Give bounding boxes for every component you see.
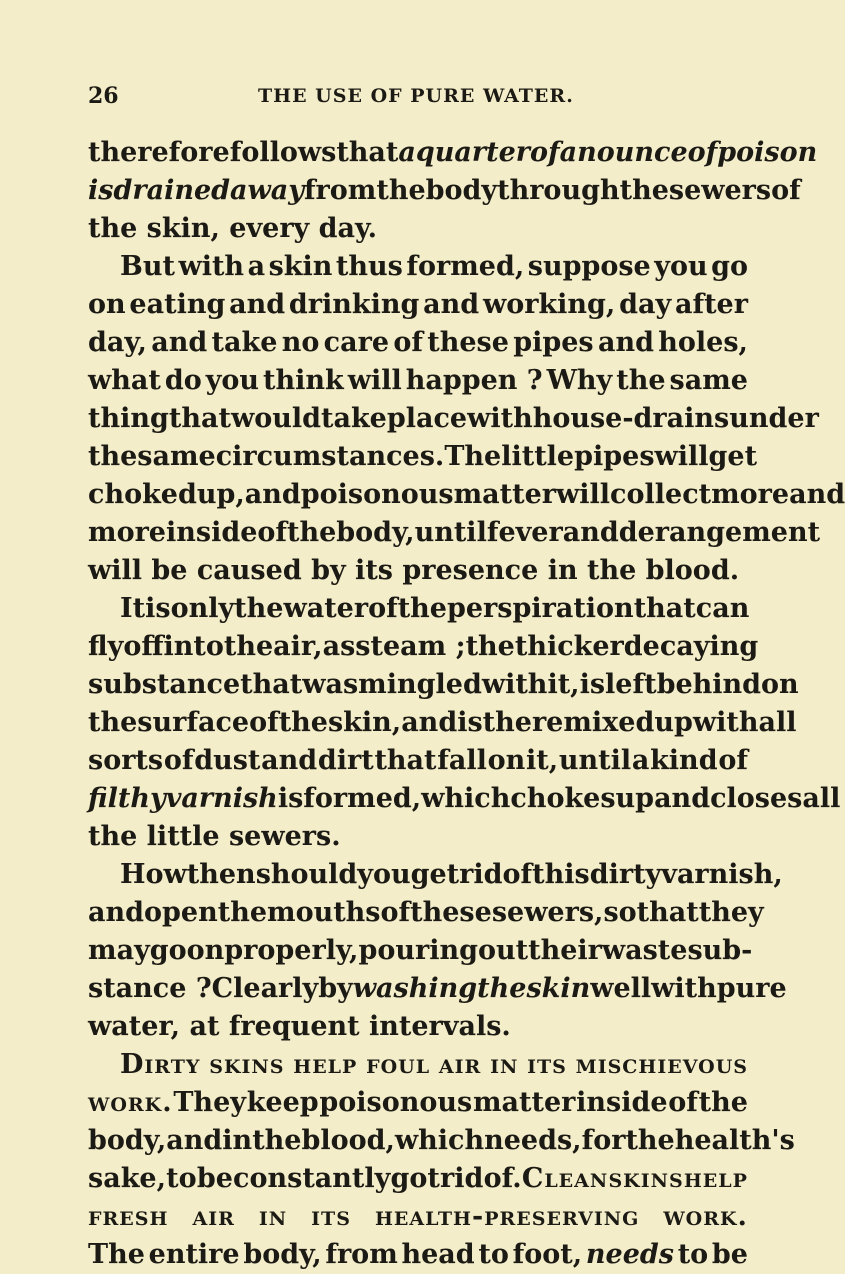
text-line [88, 172, 801, 210]
word: work. [88, 1087, 173, 1118]
word: dust [194, 745, 261, 776]
word: drained [113, 175, 231, 206]
word: therefore [88, 137, 230, 168]
word: dirty [589, 859, 662, 890]
word: the [477, 973, 527, 1004]
word: should [255, 859, 358, 890]
word: to [166, 1163, 197, 1194]
word: its [311, 1201, 351, 1232]
word: of [502, 859, 533, 890]
word: foot, [512, 1239, 583, 1270]
word: head [401, 1239, 475, 1270]
word: all [758, 707, 797, 738]
word: the [88, 441, 138, 472]
word: fever [486, 517, 563, 548]
text-line [88, 1198, 748, 1236]
word: well [590, 973, 652, 1004]
word: Clean [521, 1163, 609, 1194]
text-line [88, 476, 845, 514]
word: would [230, 403, 321, 434]
word: away [230, 175, 304, 206]
word: ounce [596, 137, 688, 168]
word: eating [129, 289, 226, 320]
word: out [477, 935, 529, 966]
text-line [88, 324, 748, 362]
word: of [668, 1087, 698, 1118]
word: more [711, 479, 790, 510]
word: properly, [224, 935, 359, 966]
word: more [88, 517, 166, 548]
word: work. [663, 1201, 748, 1232]
word: open [144, 897, 218, 928]
word: up [615, 783, 655, 814]
text-line [88, 362, 748, 400]
word: a [631, 745, 650, 776]
word: body, [243, 1239, 322, 1270]
word: of [687, 137, 718, 168]
word: and [166, 1125, 223, 1156]
word: help [683, 1163, 748, 1194]
word: go [711, 251, 748, 282]
word: of [771, 175, 801, 206]
word: of [368, 593, 398, 624]
word: entire [148, 1239, 240, 1270]
word: substance [88, 669, 241, 700]
word: that [636, 897, 699, 928]
word: their [528, 935, 602, 966]
word: holes, [658, 327, 748, 358]
word: until [414, 517, 487, 548]
word: pipes [513, 327, 594, 358]
word: a [398, 137, 416, 168]
word: body, [88, 1125, 167, 1156]
word: can [695, 593, 750, 624]
word: How [120, 859, 187, 890]
word: of [163, 745, 194, 776]
word: of [380, 897, 411, 928]
word: sake, [88, 1163, 166, 1194]
word: fresh [88, 1201, 169, 1232]
word: circumstances. [215, 441, 445, 472]
word: think [263, 365, 344, 396]
word: and [597, 327, 654, 358]
word: with [178, 251, 245, 282]
word: until [558, 745, 632, 776]
word: stance ? [88, 973, 212, 1004]
word: air, [273, 631, 323, 662]
word: quarter [415, 137, 530, 168]
word: is [145, 593, 171, 624]
word: for [581, 1125, 626, 1156]
word: of [257, 517, 288, 548]
word: and [423, 289, 480, 320]
word: with [467, 403, 533, 434]
word: pure [716, 973, 787, 1004]
word: do [164, 365, 202, 396]
word: of. [483, 1163, 522, 1194]
word: kind [650, 745, 718, 776]
word: suppose [527, 251, 651, 282]
word: may [88, 935, 150, 966]
word: washing [352, 973, 478, 1004]
word: this [532, 859, 590, 890]
word: left [605, 669, 657, 700]
text-line [88, 1046, 748, 1084]
word: The [88, 1239, 145, 1270]
text-line [88, 286, 748, 324]
word: and [789, 479, 845, 510]
word: choked [88, 479, 197, 510]
word: they [698, 897, 764, 928]
word: which [421, 783, 511, 814]
word: Why [546, 365, 613, 396]
word: water [283, 593, 369, 624]
word: will [556, 479, 611, 510]
word: be [711, 1239, 748, 1270]
word: the [625, 1125, 675, 1156]
text-line [88, 400, 819, 438]
text-line [88, 628, 759, 666]
word: and [244, 479, 301, 510]
word: help [293, 1049, 358, 1080]
word: will [347, 365, 402, 396]
word: of [530, 137, 560, 168]
word: rid [459, 859, 503, 890]
word: surface [137, 707, 250, 738]
word: which [394, 1125, 485, 1156]
word: that [374, 745, 437, 776]
word: only [170, 593, 235, 624]
word: decaying [623, 631, 759, 662]
word: day [619, 289, 672, 320]
word: and [654, 783, 711, 814]
word: They [173, 1087, 246, 1118]
word: by [318, 973, 353, 1004]
word: needs, [484, 1125, 582, 1156]
word: through [497, 175, 620, 206]
word: the [287, 517, 337, 548]
word: up, [196, 479, 245, 510]
word: that [336, 137, 399, 168]
word: of [718, 745, 748, 776]
word: the [223, 631, 274, 662]
text-line [88, 704, 797, 742]
page-header [88, 83, 746, 113]
word: air [192, 1201, 235, 1232]
word: what [88, 365, 161, 396]
word: is [277, 783, 304, 814]
word: get [410, 859, 460, 890]
word: thicker [514, 631, 624, 662]
word: of [393, 327, 423, 358]
word: needs [585, 1239, 674, 1270]
word: body [425, 175, 498, 206]
word: with [692, 707, 759, 738]
word: you [205, 365, 260, 396]
word: skin, [327, 707, 402, 738]
text-line: the skin, every day. [88, 213, 377, 244]
word: health's [674, 1125, 795, 1156]
word: constantly [233, 1163, 391, 1194]
word: that [633, 593, 696, 624]
word: Dirty [120, 1049, 201, 1080]
word: and [562, 517, 619, 548]
word: so [603, 897, 637, 928]
word: dirt [317, 745, 374, 776]
text-line [88, 856, 783, 894]
text-line: will be caused by its presence in the blood. [88, 555, 740, 586]
word: poison [717, 137, 818, 168]
word: thing [88, 403, 169, 434]
word: and [88, 897, 145, 928]
word: go [149, 935, 187, 966]
word: is [579, 669, 606, 700]
word: on [761, 669, 799, 700]
word: the [234, 593, 284, 624]
word: inside [165, 517, 258, 548]
word: little [501, 441, 575, 472]
word: skin [268, 251, 333, 282]
word: with [481, 669, 548, 700]
word: steam ; [355, 631, 466, 662]
word: skins [608, 1163, 684, 1194]
text-line [88, 590, 748, 628]
word: keep [246, 1087, 319, 1118]
word: matter [472, 1087, 576, 1118]
word: varnish [165, 783, 278, 814]
word: be [196, 1163, 233, 1194]
text-line [88, 438, 758, 476]
word: same [137, 441, 216, 472]
word: it, [526, 745, 559, 776]
word: on [186, 935, 225, 966]
word: rid [440, 1163, 484, 1194]
text-line [88, 1160, 748, 1198]
word: The [444, 441, 502, 472]
word: up [654, 707, 693, 738]
word: care [323, 327, 389, 358]
word: its [527, 1049, 567, 1080]
word: matter [453, 479, 557, 510]
word: poisonous [300, 479, 454, 510]
word: derangement [618, 517, 821, 548]
word: perspiration [446, 593, 634, 624]
word: sub- [687, 935, 753, 966]
word: it, [547, 669, 580, 700]
word: is [88, 175, 114, 206]
word: house-drains [532, 403, 730, 434]
word: fall [437, 745, 487, 776]
word: off [123, 631, 164, 662]
text-line [88, 780, 841, 818]
word: formed, [406, 251, 525, 282]
word: all [802, 783, 841, 814]
word: body, [336, 517, 415, 548]
text-line [88, 514, 821, 552]
word: the [397, 593, 447, 624]
word: these [410, 897, 492, 928]
word: varnish, [661, 859, 783, 890]
word: formed, [303, 783, 422, 814]
text-line: water, at frequent intervals. [88, 1011, 511, 1042]
word: mischievous [575, 1049, 748, 1080]
word: got [390, 1163, 440, 1194]
word: into [163, 631, 224, 662]
word: you [654, 251, 708, 282]
word: sewers [668, 175, 772, 206]
word: that [240, 669, 303, 700]
text-line [88, 1236, 748, 1274]
word: as [322, 631, 356, 662]
word: thus [335, 251, 403, 282]
word: there [482, 707, 564, 738]
word: fly [88, 631, 124, 662]
word: the [278, 707, 328, 738]
word: sewers, [491, 897, 604, 928]
word: the [616, 365, 666, 396]
word: health-preserving [374, 1201, 640, 1232]
word: the [88, 707, 138, 738]
word: sorts [88, 745, 164, 776]
word: the [376, 175, 426, 206]
word: with [651, 973, 717, 1004]
word: and [401, 707, 458, 738]
word: follows [229, 137, 337, 168]
word: in [490, 1049, 519, 1080]
word: chokes [510, 783, 616, 814]
text-line: the little sewers. [88, 821, 341, 852]
word: an [559, 137, 597, 168]
word: mixed [563, 707, 655, 738]
word: a [247, 251, 266, 282]
word: take [320, 403, 387, 434]
word: mouths [267, 897, 381, 928]
word: in [258, 1201, 288, 1232]
text-line [88, 248, 748, 286]
word: will [654, 441, 709, 472]
word: these [427, 327, 509, 358]
word: pipes [574, 441, 655, 472]
word: place [386, 403, 468, 434]
text-line [88, 134, 818, 172]
word: that [168, 403, 231, 434]
page-number: 26 [88, 83, 119, 109]
word: on [487, 745, 526, 776]
word: drinking [288, 289, 420, 320]
word: blood, [301, 1125, 395, 1156]
word: working, [482, 289, 616, 320]
text-line [88, 894, 764, 932]
word: from [325, 1239, 398, 1270]
word: day, [88, 327, 147, 358]
word: to [677, 1239, 709, 1270]
text-line [88, 742, 748, 780]
word: of [249, 707, 279, 738]
word: the [217, 897, 267, 928]
word: and [229, 289, 286, 320]
word: and [151, 327, 208, 358]
word: and [261, 745, 318, 776]
word: the [252, 1125, 302, 1156]
word: skin [526, 973, 591, 1004]
text-line [88, 970, 787, 1008]
word: pouring [358, 935, 478, 966]
word: waste [601, 935, 688, 966]
word: after [674, 289, 748, 320]
word: skins [209, 1049, 285, 1080]
word: same [669, 365, 748, 396]
word: foul [366, 1049, 431, 1080]
running-title: THE USE OF PURE WATER. [258, 85, 574, 107]
word: It [120, 593, 146, 624]
word: then [186, 859, 256, 890]
word: the [698, 1087, 748, 1118]
word: But [120, 251, 175, 282]
text-line [88, 1084, 748, 1122]
word: Clearly [211, 973, 319, 1004]
word: in [222, 1125, 253, 1156]
word: was [302, 669, 359, 700]
word: on [88, 289, 126, 320]
word: under [729, 403, 819, 434]
word: poisonous [319, 1087, 473, 1118]
text-line [88, 666, 799, 704]
text-line [88, 932, 753, 970]
word: is [457, 707, 483, 738]
word: air [438, 1049, 482, 1080]
word: closes [710, 783, 803, 814]
word: collect [610, 479, 712, 510]
word: the [465, 631, 515, 662]
word: no [281, 327, 320, 358]
word: behind [656, 669, 762, 700]
word: take [211, 327, 278, 358]
word: from [303, 175, 377, 206]
word: mingled [358, 669, 482, 700]
word: you [357, 859, 411, 890]
word: happen ? [405, 365, 543, 396]
text-line [88, 1122, 795, 1160]
word: the [619, 175, 669, 206]
body-text [88, 134, 845, 1274]
word: filthy [88, 783, 166, 814]
word: get [708, 441, 758, 472]
word: to [478, 1239, 509, 1270]
word: inside [576, 1087, 668, 1118]
